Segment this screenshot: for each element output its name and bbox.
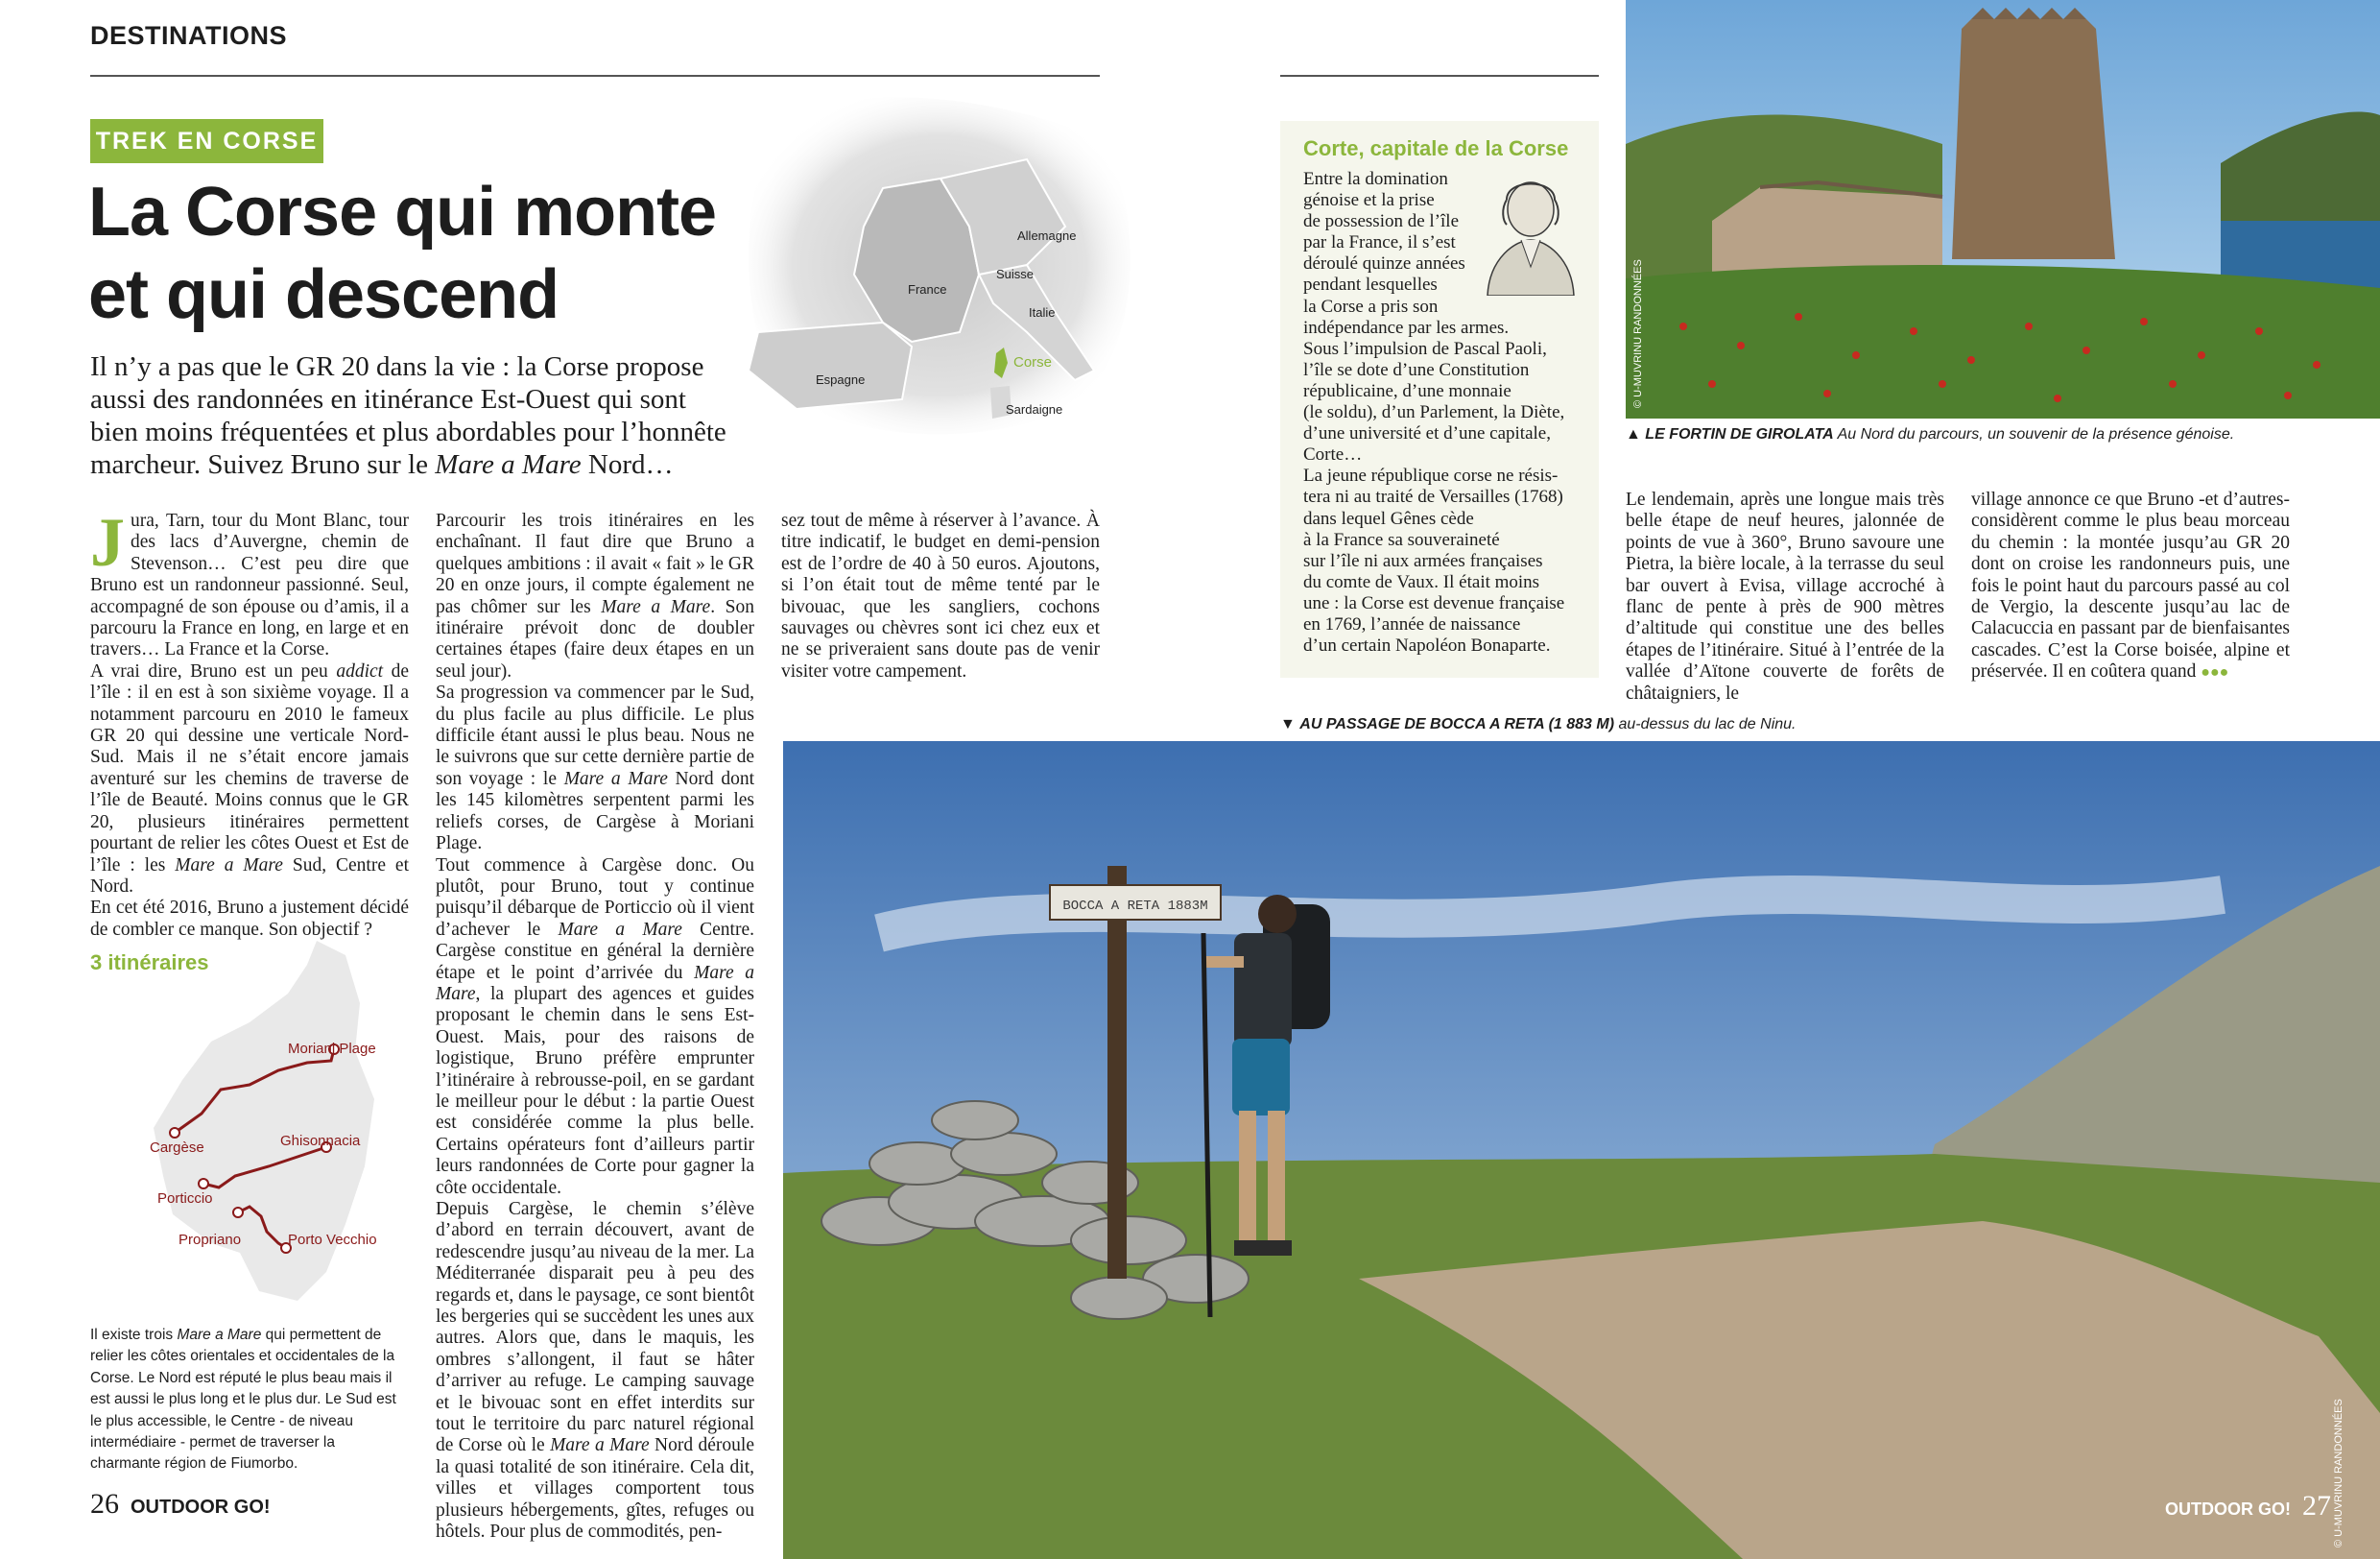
bocca-credit: © U-MUVRINU RANDONNÉES	[2333, 1399, 2344, 1547]
fortin-credit: © U-MUVRINU RANDONNÉES	[1632, 259, 1644, 408]
spain-shape	[749, 323, 912, 409]
bocca-caption: ▼ AU PASSAGE DE BOCCA A RETA (1 883 M) au-dessus du lac de Ninu.	[1280, 716, 1797, 732]
corsica-itinerary-map	[144, 936, 403, 1310]
drop-cap: J	[90, 504, 125, 581]
header-rule-left	[90, 75, 1100, 77]
place-ghisonnacia: Ghisonnacia	[280, 1133, 361, 1149]
map-label-italie: Italie	[1029, 305, 1056, 320]
itineraries-heading: 3 itinéraires	[90, 950, 209, 974]
place-porticcio: Porticcio	[157, 1190, 213, 1207]
footer-right	[2165, 1490, 2331, 1523]
body-column-2: Parcourir les trois itinéraires en les enchaînant. Il faut dire que Bruno a quelques ambitions : il avait « fait » le GR 20 en onze jours, il compte également ne pas chômer sur les Mare a Mare. Son itinéraire prévoit donc de doubler certaines étapes (faire deux étapes en un seul jour). Sa progression va commencer par le Sud, du plus facile au plus difficile. Le plus difficile étant aussi le plus beau. Nous ne le suivrons que sur cette dernière partie de son voyage : le Mare a Mare Nord dont les 145 kilomètres serpentent parmi les reliefs corses, de Cargèse à Moriani Plage. Tout commence à Cargèse donc. Ou plutôt, pour Bruno, tout y continue puisqu’il débarque de Porticcio où il vient d’achever le Mare a Mare Centre. Cargèse constitue en général la dernière étape et le point d’arrivée du Mare a Mare, la plupart des agences et guides proposant le chemin dans le sens Est-Ouest. Mais, pour des raisons de logistique, Bruno préfère emprunter l’itinéraire à rebrousse-poil, en se gardant le meilleur pour le début : la partie Ouest est considérée comme la plus belle. Certains opérateurs font d’ailleurs partir leurs randonnées de Corte pour gagner la côte occidentale. Depuis Cargèse, le chemin s’élève d’abord en terrain découvert, avant de redescendre jusqu’au niveau de la mer. La Méditerranée disparait peu à peu des regards et, dans le paysage, ce sont bientôt les bergeries qui se succèdent les unes aux autres. Alors que, dans le maquis, les ombres s’allongent, il faut se hâter d’arriver au refuge. Le camping sauvage et le bivouac sont en effet interdits sur tout le territoire du parc naturel régional de Corse où le Mare a Mare Nord déroule la quasi totalité de son itinéraire. Cela dit, villes et villages comportent tous plusieurs hébergements, gîtes, refuges ou hôtels. Pour plus de commodités, pen-	[436, 511, 755, 1543]
place-cargese: Cargèse	[150, 1139, 204, 1156]
place-propriano: Propriano	[178, 1232, 242, 1248]
sidebar-box	[1280, 121, 1599, 678]
brand-right: OUTDOOR GO!	[2165, 1499, 2291, 1519]
place-porto-vecchio: Porto Vecchio	[288, 1232, 377, 1248]
europe-map	[739, 83, 1161, 467]
section-label: DESTINATIONS	[90, 21, 288, 50]
article-tag: TREK EN CORSE	[90, 119, 323, 163]
page-number-right: 27	[2302, 1490, 2331, 1522]
sidebar-title: Corte, capitale de la Corse	[1303, 136, 1569, 160]
continue-marker: ●●●	[2201, 664, 2229, 682]
body-column-4: Le lendemain, après une longue mais très belle étape de neuf heures, jalonnée de points de vue à 360°, Bruno savoure une Pietra, la bière locale, à la terrasse du seul bar ouvert à Evisa, village accroché à flanc de pente à près de 900 mètres d’altitude qui constitue une des belles étapes de l’itinéraire. Situé à l’entrée de la vallée d’Aïtone couverte de forêts de châtaigniers, le	[1626, 490, 1944, 704]
map-label-suisse: Suisse	[996, 267, 1035, 281]
body-column-5: village annonce ce que Bruno -et d’autres- considèrent comme le plus beau morceau du chemin : la montée jusqu’au GR 20 dont on croise les randonneurs puis, une fois le point haut du parcours passé au col de Vergio, la descente jusqu’au lac de Calacuccia en passant par de bienfaisantes cascades. C’est la Corse boisée, alpine et préservée. Il en coûtera quand ●●●	[1971, 490, 2290, 683]
fortin-caption: ▲ LE FORTIN DE GIROLATA Au Nord du parcours, un souvenir de la présence génoise.	[1626, 426, 2235, 443]
place-moriani: Moriani Plage	[288, 1041, 376, 1057]
map-label-espagne: Espagne	[816, 372, 866, 387]
header-rule-right	[1280, 75, 1599, 77]
map-label-france: France	[908, 282, 947, 297]
signpost-text: BOCCA A RETA 1883M	[1062, 899, 1208, 914]
body-column-3: sez tout de même à réserver à l’avance. À titre indicatif, le budget en demi-pension est de l’ordre de 40 à 50 euros. Ajoutons, si l’on était tout de même tenté par le bivouac, que les sangliers, cochons sauvages ou chèvres sont ici chez eux et ne se priveraient sans doute pas de venir visiter votre campement.	[781, 511, 1100, 682]
map-label-corse: Corse	[1013, 354, 1053, 371]
bocca-photo	[783, 741, 2380, 1559]
map-label-allemagne: Allemagne	[1017, 228, 1077, 243]
sidebar-body: Entre la domination génoise et la prise de possession de l’île par la France, il s’est déroulé quinze années pendant lesquelles la Corse a pris son indépendance par les armes. Sous l’impulsion de Pascal Paoli, l’île se dote d’une Constitution républicaine, d’une monnaie (le soldu), d’un Parlement, la Diète, d’une université et d’une capitale, Corte… La jeune république corse ne résis- tera ni au traité de Versailles (1768) dans lequel Gênes cède à la France sa souveraineté sur l’île ni aux armées françaises du comte de Vaux. Il était moins une : la Corse est devenue française en 1769, l’année de naissance d’un certain Napoléon Bonaparte.	[1303, 169, 1565, 657]
article-lede: Il n’y a pas que le GR 20 dans la vie : la Corse propose aussi des randonnées en itinérance Est-Ouest qui sont bien moins fréquentées et plus abordables pour l’honnête marcheur. Suivez Bruno sur le Mare a Mare Nord…	[90, 351, 726, 480]
fortin-photo	[1626, 0, 2380, 419]
body-column-1: Jura, Tarn, tour du Mont Blanc, tour des lacs d’Auvergne, chemin de Stevenson… C’est peu dire que Bruno est un randonneur passionné. Seul, accompagné de son épouse ou d’amis, il a parcouru la France en long, en large et en travers… La France et la Corse. A vrai dire, Bruno est un peu addict de l’île : il en est à son sixième voyage. Il a notamment parcouru en 2010 le fameux GR 20 qui dessine une verticale Nord-Sud. Mais il ne s’était encore jamais aventuré sur les chemins de traverse de l’île de Beauté. Moins connus que le GR 20, plusieurs itinéraires permettent pourtant de relier les côtes Ouest et Est de l’île : les Mare a Mare Sud, Centre et Nord. En cet été 2016, Bruno a justement décidé de combler ce manque. Son objectif ?	[90, 504, 409, 940]
brand-left: OUTDOOR GO!	[131, 1497, 271, 1518]
itineraries-caption: Il existe trois Mare a Mare qui permettent de relier les côtes orientales et occidentales de la Corse. Le Nord est réputé le plus beau mais il est aussi le plus long et le plus dur. Le Sud est le plus accessible, le Centre - de niveau intermédiaire - permet de traverser la charmante région de Fiumorbo.	[90, 1327, 396, 1473]
article-title: La Corse qui monte et qui descend	[88, 174, 717, 333]
page-number-left: 26	[90, 1488, 119, 1520]
footer-left	[90, 1488, 271, 1521]
signpost-pole	[1107, 866, 1127, 1279]
map-label-sardaigne: Sardaigne	[1006, 402, 1063, 417]
tower	[1952, 19, 2115, 259]
